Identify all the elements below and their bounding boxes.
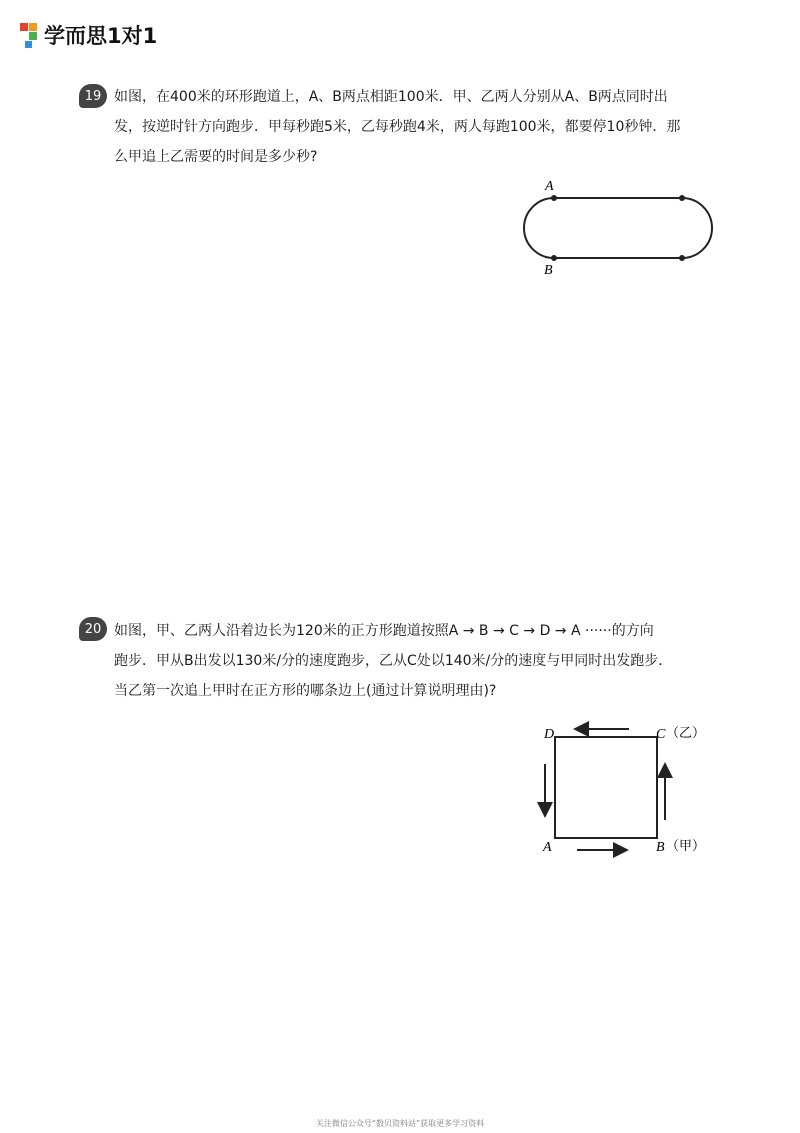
oval-track-figure: [510, 178, 725, 280]
question-19-text: [114, 82, 680, 172]
question-line: 么甲追上乙需要的时间是多少秒?: [114, 149, 318, 165]
label-b: B: [544, 263, 553, 278]
question-line: 跑步．甲从B出发以130米/分的速度跑步，乙从C处以140米/分的速度与甲同时出发跑步．: [114, 653, 673, 669]
page-footer: 关注微信公众号“数贝资料站”获取更多学习资料: [315, 1119, 485, 1128]
label-d: D: [544, 727, 555, 742]
question-line: 发，按逆时针方向跑步．甲每秒跑5米，乙每秒跑4米，两人每跑100米，都要停10秒钟．那: [114, 119, 681, 135]
question-20-text: [114, 616, 672, 706]
point-top-right-dot: [679, 195, 685, 201]
question-number-badge: 20: [79, 617, 107, 641]
label-c: C: [656, 727, 666, 742]
track-outline: [524, 198, 712, 258]
logo-mark-icon: [20, 21, 40, 49]
question-line: 当乙第一次追上甲时在正方形的哪条边上(通过计算说明理由)?: [114, 683, 497, 699]
question-line: 如图，甲、乙两人沿着边长为120米的正方形跑道按照A → B → C → D → A ······的方向: [114, 623, 654, 639]
question-line: 如图，在400米的环形跑道上，A、B两点相距100米．甲、乙两人分别从A、B两点同时出: [114, 89, 668, 105]
label-b-person: （甲）: [666, 839, 706, 854]
square-track: [555, 737, 657, 838]
label-b: B: [656, 840, 665, 855]
question-number-badge: 19: [79, 84, 107, 108]
label-c-person: （乙）: [666, 726, 706, 741]
brand-logo: [20, 20, 157, 50]
point-b-dot: [551, 255, 557, 261]
logo-text: 学而思1对1: [44, 24, 158, 48]
square-track-figure: [535, 720, 725, 860]
point-a-dot: [551, 195, 557, 201]
label-a: A: [543, 840, 552, 855]
point-bottom-right-dot: [679, 255, 685, 261]
label-a: A: [545, 179, 554, 194]
